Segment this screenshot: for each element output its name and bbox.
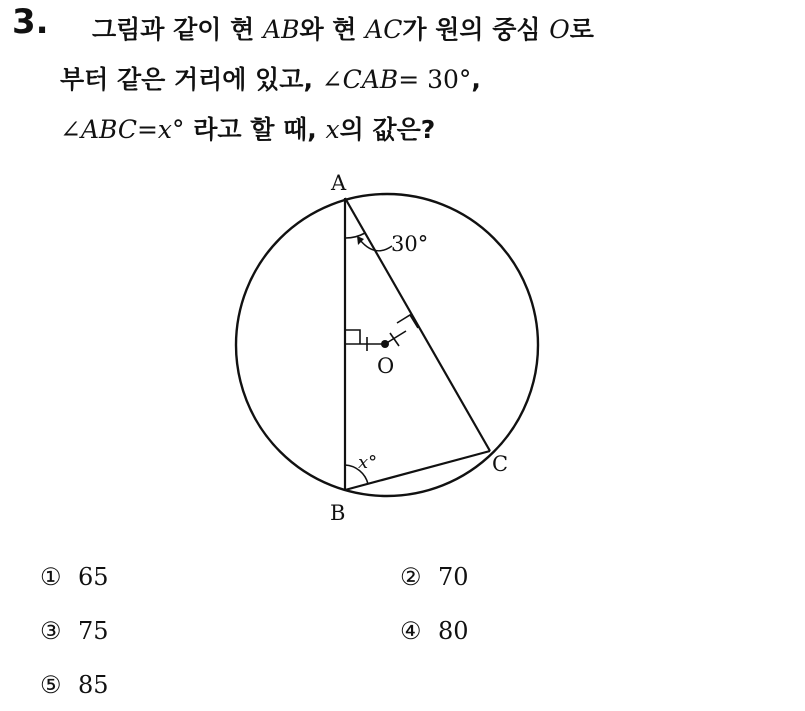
choice-2[interactable]: [400, 563, 469, 591]
angle-cab-value: = 30: [398, 65, 459, 94]
degree-symbol: °: [458, 65, 472, 94]
choice-value: 85: [78, 671, 109, 699]
angle-arc-a: [345, 233, 365, 238]
question-text: 라고 할 때,: [184, 115, 326, 144]
choice-marker: ④: [400, 617, 422, 645]
question-text: 와 현: [299, 15, 366, 44]
right-angle-mark-ac: [397, 315, 418, 328]
question-text: 부터 같은 거리에 있고,: [60, 65, 322, 94]
angle-pointer: [360, 240, 392, 251]
choice-marker: ②: [400, 563, 422, 591]
choice-value: 80: [438, 617, 469, 645]
choice-marker: ①: [40, 563, 62, 591]
angle-cab: ∠CAB: [321, 65, 399, 94]
question-number: 3.: [12, 2, 49, 42]
center-o: O: [549, 15, 570, 44]
degree-symbol: °: [172, 115, 185, 144]
choice-1[interactable]: [40, 563, 109, 591]
choice-marker: ⑤: [40, 671, 62, 699]
label-a: A: [331, 171, 347, 195]
variable-x: x: [157, 115, 173, 144]
choice-3[interactable]: [40, 617, 109, 645]
chord-ac: AC: [365, 15, 403, 44]
question-text: 그림과 같이 현: [92, 15, 264, 44]
variable-x: x: [325, 115, 340, 144]
question-text: 의 값은?: [339, 115, 436, 144]
right-angle-mark-ab: [345, 330, 360, 344]
label-b: B: [330, 501, 346, 525]
equals-sign: =: [136, 115, 158, 144]
choice-5[interactable]: [40, 671, 109, 699]
label-c: C: [492, 452, 509, 476]
label-angle-b: x°: [358, 452, 378, 473]
angle-abc: ∠ABC: [60, 115, 137, 144]
label-angle-a: 30°: [391, 232, 429, 256]
center-point: [381, 340, 389, 348]
choice-value: 65: [78, 563, 109, 591]
choice-marker: ③: [40, 617, 62, 645]
question-text: 가 원의 중심: [402, 15, 550, 44]
choice-4[interactable]: [400, 617, 469, 645]
choice-value: 70: [438, 563, 469, 591]
label-o: O: [377, 354, 395, 378]
question-text: 로: [569, 15, 594, 44]
chord-ab: AB: [263, 15, 300, 44]
question-text: ,: [471, 65, 481, 94]
choice-value: 75: [78, 617, 109, 645]
